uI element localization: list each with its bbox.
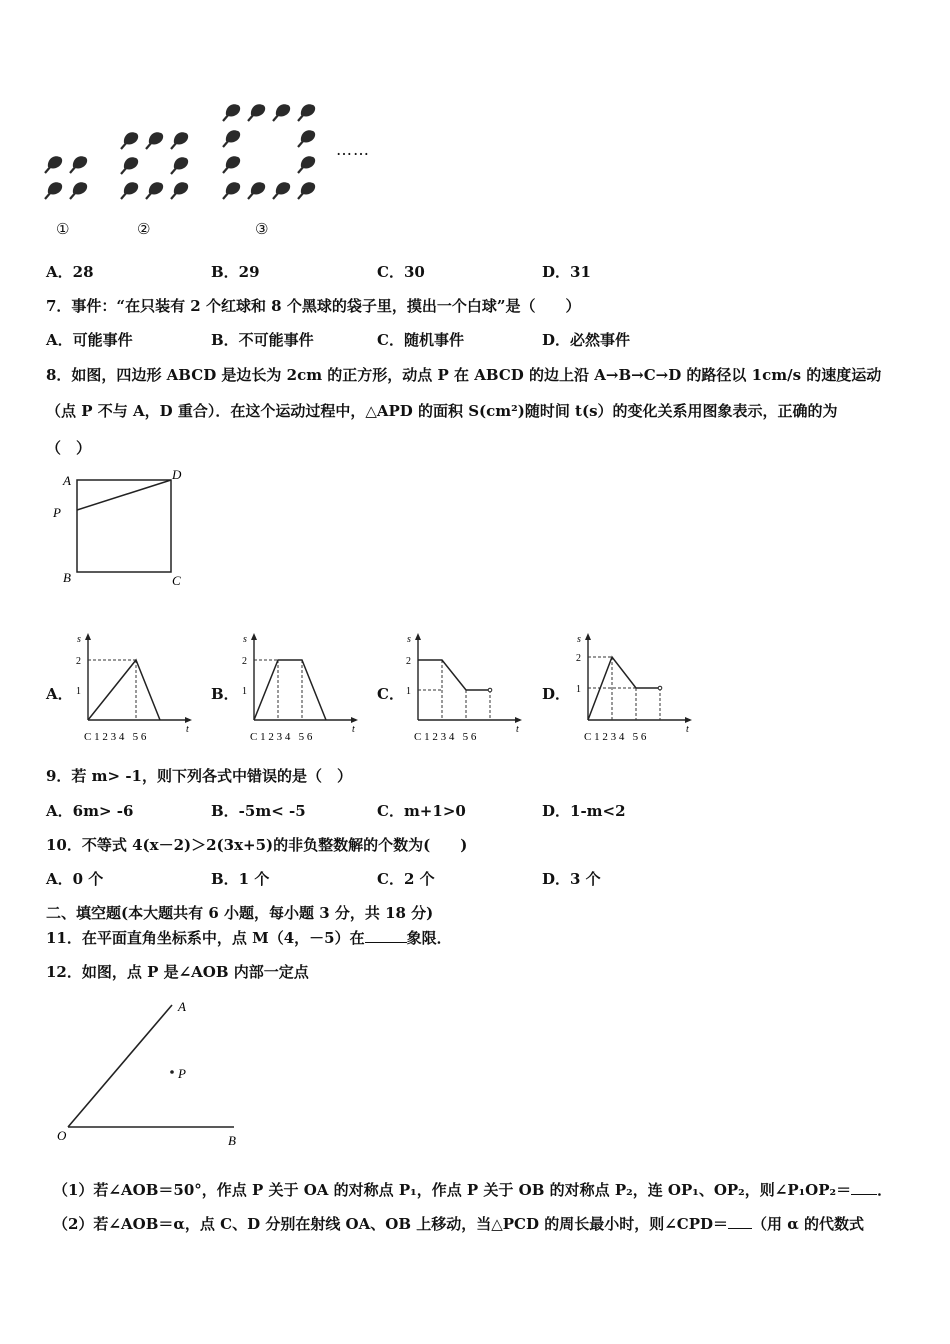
q9-option-c[interactable]: C．m+1>0 <box>377 802 466 820</box>
q12-part2-after: （用 α 的代数式 <box>752 1215 864 1233</box>
q10-option-a[interactable]: A．0 个 <box>46 870 104 888</box>
square-label-d: D <box>172 467 182 482</box>
svg-text:C 1 2 3 4 5 6: C 1 2 3 4 5 6 <box>414 731 477 743</box>
square-label-c: C <box>172 573 181 588</box>
svg-text:s: s <box>77 634 81 645</box>
svg-text:s: s <box>243 634 247 645</box>
q11-stem-before: 11．在平面直角坐标系中，点 M（4，－5）在 <box>46 929 365 947</box>
q8-graph-b[interactable] <box>234 628 364 746</box>
pattern-label-2: ② <box>137 220 151 238</box>
pattern-3 <box>223 104 315 199</box>
q8-graph-c[interactable] <box>398 628 528 746</box>
q8-graph-d[interactable] <box>568 628 698 746</box>
q6-option-b[interactable]: B．29 <box>211 263 260 281</box>
svg-text:t: t <box>516 724 519 735</box>
q12-angle-figure <box>50 995 260 1150</box>
pattern-2 <box>121 132 188 199</box>
svg-text:2: 2 <box>576 653 581 664</box>
q11-stem-after: 象限． <box>406 929 452 947</box>
q10-option-d[interactable]: D．3 个 <box>542 870 601 888</box>
square-label-a: A <box>63 473 71 488</box>
svg-text:1: 1 <box>406 686 411 697</box>
svg-text:2: 2 <box>76 656 81 667</box>
svg-text:C 1 2 3 4 5 6: C 1 2 3 4 5 6 <box>584 731 647 743</box>
q10-option-c[interactable]: C．2 个 <box>377 870 435 888</box>
q12-part1-answer-blank[interactable] <box>851 1194 877 1195</box>
svg-text:2: 2 <box>242 656 247 667</box>
q12-part1-after: ． <box>877 1181 893 1199</box>
q12-part2 <box>53 1213 864 1234</box>
q6-option-d[interactable]: D．31 <box>542 263 591 281</box>
q8-square-figure <box>45 465 195 595</box>
q9-option-b[interactable]: B．-5m< -5 <box>211 802 306 820</box>
svg-text:s: s <box>407 634 411 645</box>
q6-pattern-figure <box>40 95 380 215</box>
q8-option-b[interactable]: B． <box>211 685 239 703</box>
q9-stem: 9．若 m> -1，则下列各式中错误的是（ ） <box>46 767 352 785</box>
square-label-b: B <box>63 570 71 585</box>
q12-part1 <box>53 1179 892 1200</box>
pattern-ellipsis: …… <box>336 140 370 159</box>
svg-text:1: 1 <box>76 686 81 697</box>
angle-label-b: B <box>228 1133 236 1148</box>
q10-option-b[interactable]: B．1 个 <box>211 870 270 888</box>
q10-stem: 10．不等式 4(x－2)＞2(3x+5)的非负整数解的个数为( ) <box>46 836 468 854</box>
q11-stem <box>46 927 452 948</box>
svg-text:1: 1 <box>242 686 247 697</box>
q8-graph-a[interactable] <box>68 628 198 746</box>
q9-option-d[interactable]: D．1-m<2 <box>542 802 626 820</box>
pattern-label-1: ① <box>56 220 70 238</box>
q7-option-c[interactable]: C．随机事件 <box>377 331 464 349</box>
svg-text:t: t <box>352 724 355 735</box>
angle-label-o: O <box>57 1128 67 1143</box>
q6-option-c[interactable]: C．30 <box>377 263 425 281</box>
svg-text:t: t <box>186 724 189 735</box>
angle-label-a: A <box>178 999 186 1014</box>
q12-part1-before: （1）若∠AOB＝50°，作点 P 关于 OA 的对称点 P₁，作点 P 关于 OB 的对称点 P₂，连 OP₁、OP₂，则∠P₁OP₂＝ <box>53 1181 852 1199</box>
pattern-label-3: ③ <box>255 220 269 238</box>
q8-option-c[interactable]: C． <box>377 685 404 703</box>
svg-text:C 1 2 3 4 5 6: C 1 2 3 4 5 6 <box>84 731 147 743</box>
svg-text:1: 1 <box>576 684 581 695</box>
svg-text:C 1 2 3 4 5 6: C 1 2 3 4 5 6 <box>250 731 313 743</box>
q7-option-b[interactable]: B．不可能事件 <box>211 331 314 349</box>
q7-option-a[interactable]: A．可能事件 <box>46 331 133 349</box>
q8-stem-line3: （ ） <box>46 439 92 457</box>
q9-option-a[interactable]: A．6m> -6 <box>46 802 134 820</box>
q6-option-a[interactable]: A．28 <box>46 263 94 281</box>
square-label-p: P <box>53 505 61 520</box>
q7-stem: 7．事件：“在只装有 2 个红球和 8 个黑球的袋子里，摸出一个白球”是（ ） <box>46 297 581 315</box>
q12-stem: 12．如图，点 P 是∠AOB 内部一定点 <box>46 963 309 981</box>
svg-text:t: t <box>686 724 689 735</box>
q8-stem-line2: （点 P 不与 A，D 重合）．在这个运动过程中，△APD 的面积 S(cm²)随时间 t(s）的变化关系用图象表示，正确的为 <box>46 402 838 420</box>
q12-part2-before: （2）若∠AOB＝α，点 C、D 分别在射线 OA、OB 上移动，当△PCD 的周长最小时，则∠CPD＝ <box>53 1215 728 1233</box>
q12-part2-answer-blank[interactable] <box>728 1228 752 1229</box>
q8-stem-line1: 8．如图，四边形 ABCD 是边长为 2cm 的正方形，动点 P 在 ABCD 的边上沿 A→B→C→D 的路径以 1cm/s 的速度运动 <box>46 366 882 384</box>
q11-answer-blank[interactable] <box>365 942 407 943</box>
svg-text:2: 2 <box>406 656 411 667</box>
angle-label-p: P <box>178 1066 186 1081</box>
svg-text:s: s <box>577 634 581 645</box>
q8-option-a[interactable]: A． <box>46 685 73 703</box>
q8-option-d[interactable]: D． <box>542 685 571 703</box>
pattern-1 <box>45 156 87 199</box>
section-2-heading: 二、填空题(本大题共有 6 小题，每小题 3 分，共 18 分) <box>46 904 434 922</box>
q7-option-d[interactable]: D．必然事件 <box>542 331 631 349</box>
